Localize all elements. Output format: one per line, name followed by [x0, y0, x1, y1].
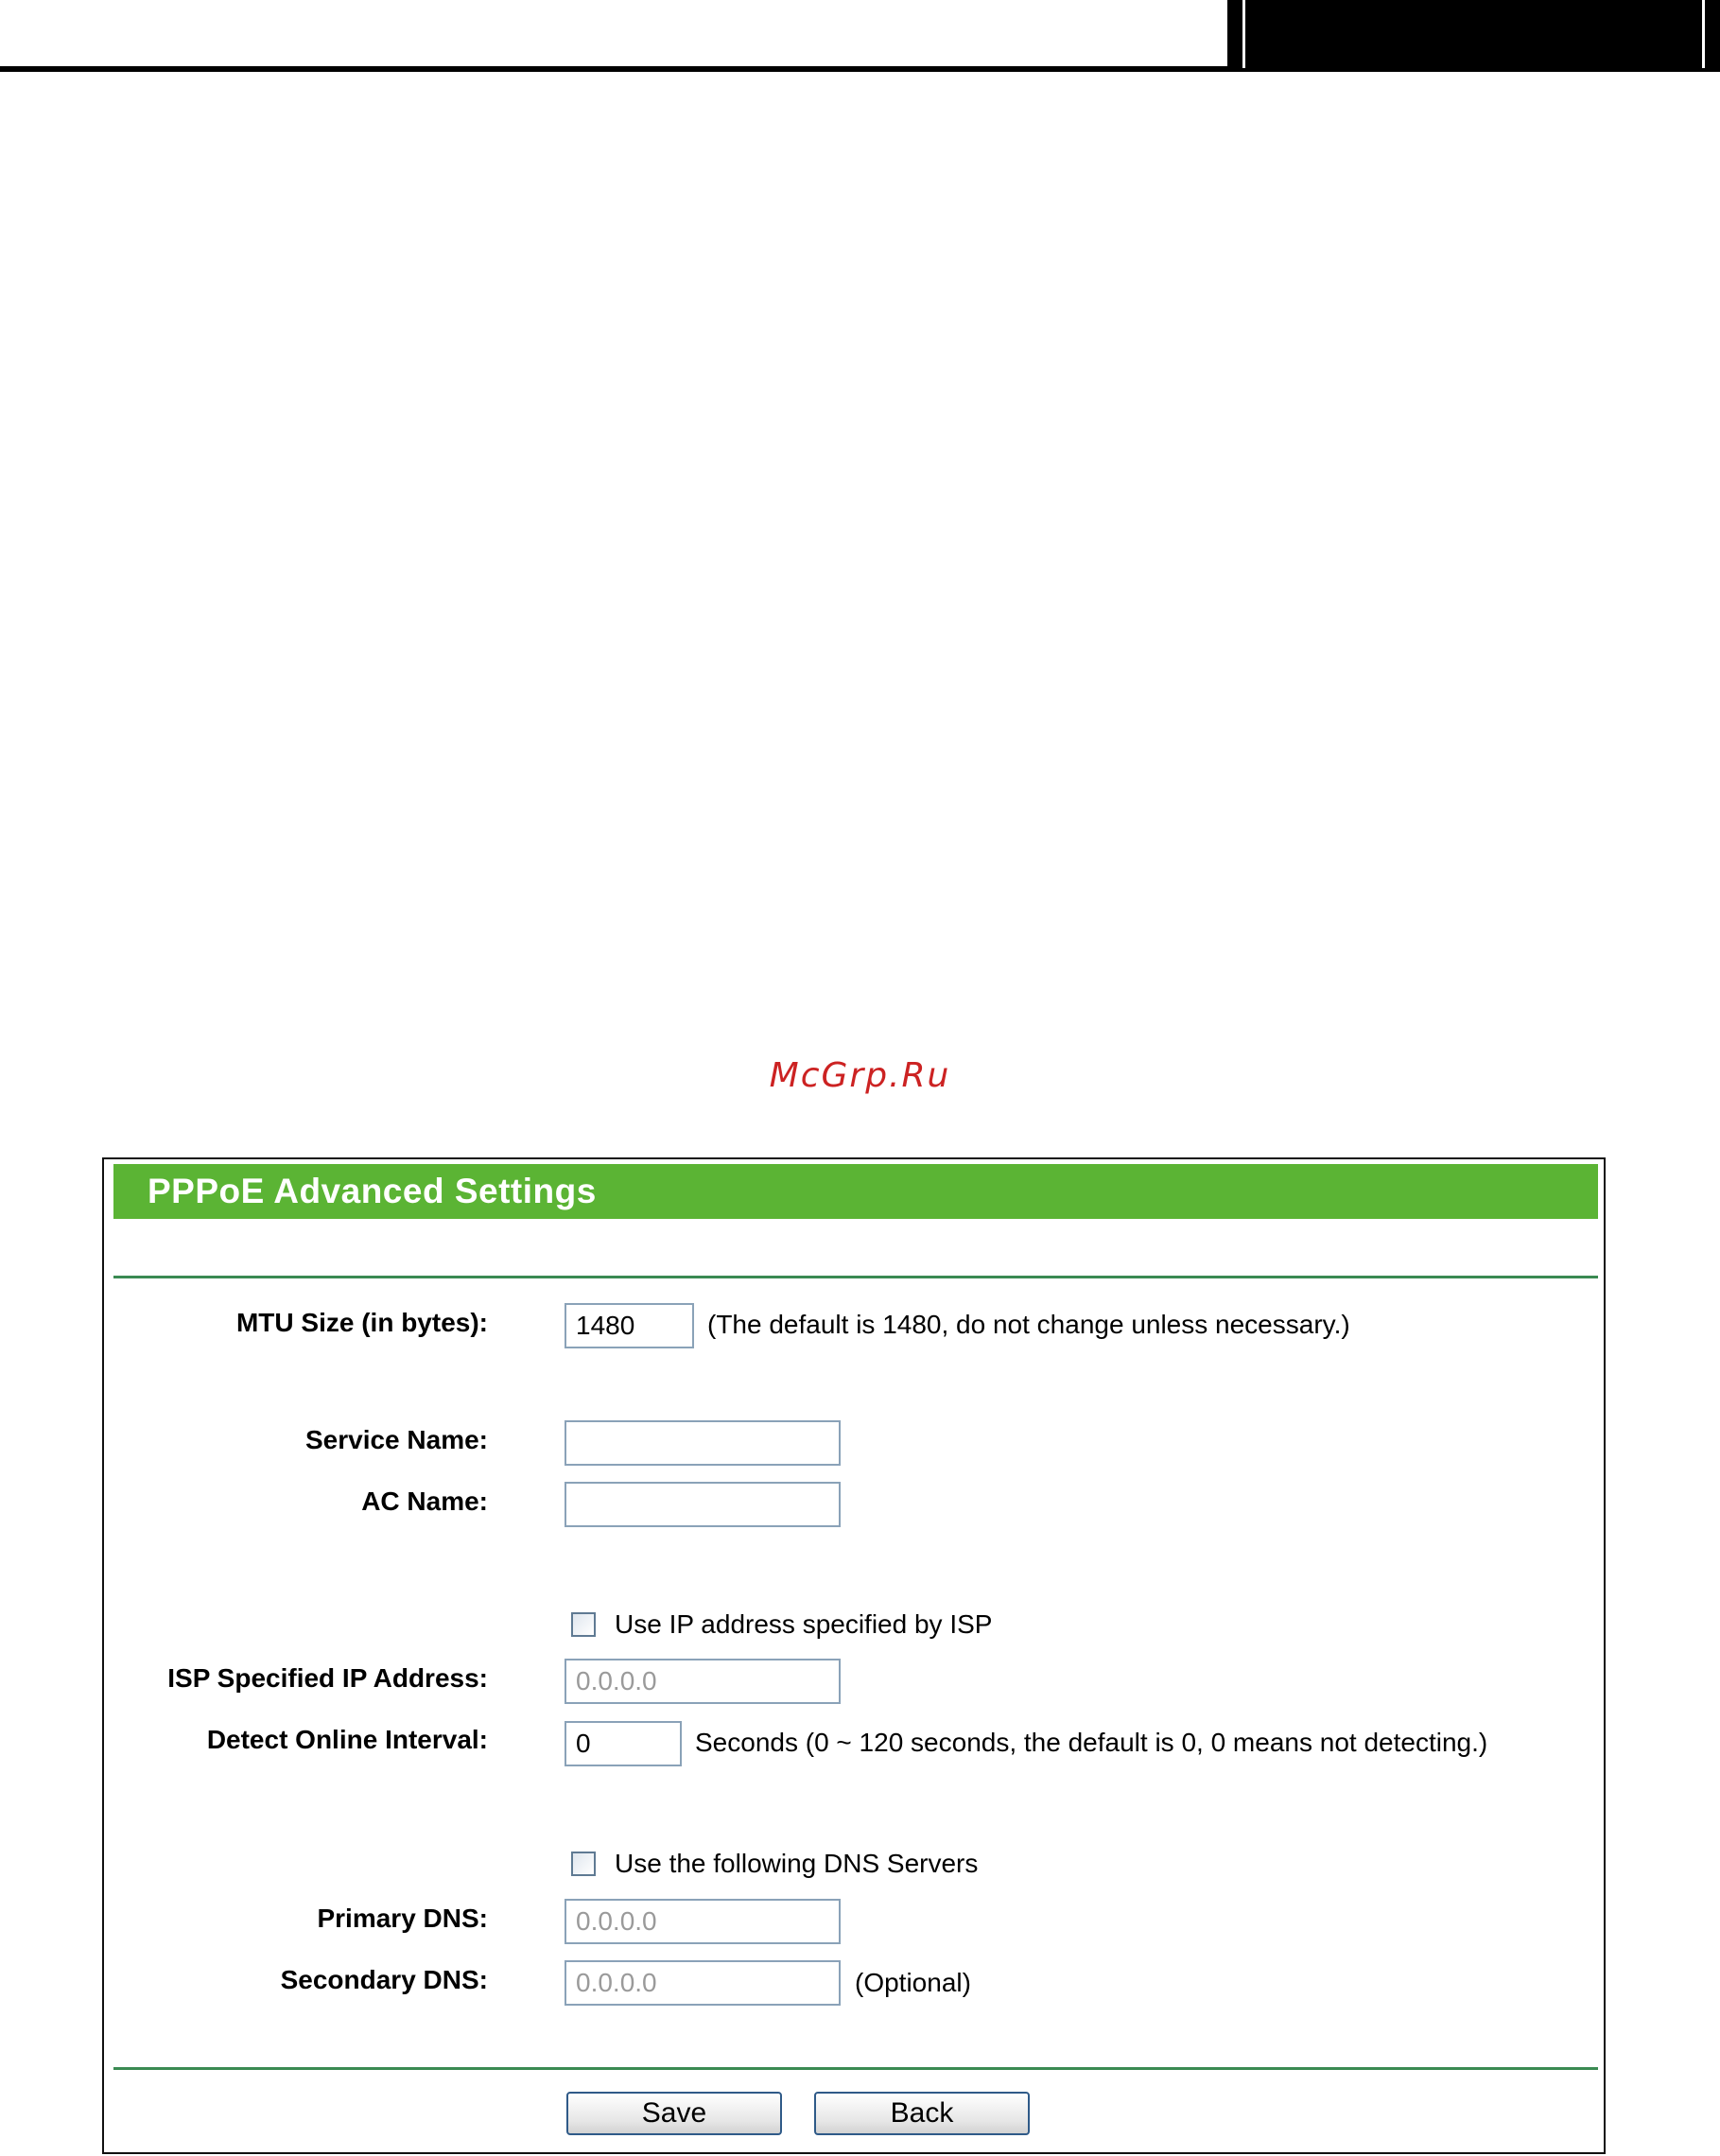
panel-title-bar [113, 1164, 1598, 1219]
mtu-hint: (The default is 1480, do not change unless necessary.) [707, 1310, 1350, 1339]
isp-ip-input[interactable] [565, 1659, 841, 1704]
panel-title: PPPoE Advanced Settings [148, 1172, 597, 1210]
header-rule [0, 66, 1229, 72]
isp-ip-label: ISP Specified IP Address: [167, 1663, 488, 1693]
bottom-divider [113, 2067, 1598, 2070]
ac-name-label: AC Name: [361, 1487, 488, 1516]
use-dns-label[interactable]: Use the following DNS Servers [615, 1849, 979, 1878]
detect-interval-input[interactable] [565, 1721, 682, 1766]
header-block-line-right [1702, 0, 1705, 68]
top-divider [113, 1276, 1598, 1278]
use-isp-ip-label[interactable]: Use IP address specified by ISP [615, 1609, 993, 1639]
secondary-dns-input[interactable] [565, 1960, 841, 2006]
ac-name-input[interactable] [565, 1482, 841, 1527]
use-dns-row[interactable] [571, 1845, 978, 1883]
save-button[interactable]: Save [566, 2092, 782, 2135]
detect-interval-hint: Seconds (0 ~ 120 seconds, the default is 0, 0 means not detecting.) [695, 1728, 1488, 1757]
use-isp-ip-checkbox[interactable] [571, 1612, 596, 1637]
use-isp-ip-row[interactable] [571, 1606, 992, 1643]
primary-dns-input[interactable] [565, 1899, 841, 1944]
header-block [1227, 0, 1720, 72]
back-button[interactable]: Back [814, 2092, 1030, 2135]
mtu-label: MTU Size (in bytes): [235, 1308, 488, 1337]
pppoe-advanced-settings-panel [102, 1157, 1606, 2154]
watermark: McGrp.Ru [769, 1056, 951, 1095]
mtu-input[interactable] [565, 1303, 694, 1348]
secondary-dns-hint: (Optional) [855, 1968, 971, 1997]
secondary-dns-label: Secondary DNS: [280, 1965, 488, 1994]
use-dns-checkbox[interactable] [571, 1852, 596, 1876]
header-block-line-left [1242, 0, 1245, 68]
detect-interval-label: Detect Online Interval: [206, 1725, 488, 1754]
service-name-input[interactable] [565, 1420, 841, 1466]
service-name-label: Service Name: [304, 1425, 488, 1454]
primary-dns-label: Primary DNS: [317, 1904, 488, 1933]
